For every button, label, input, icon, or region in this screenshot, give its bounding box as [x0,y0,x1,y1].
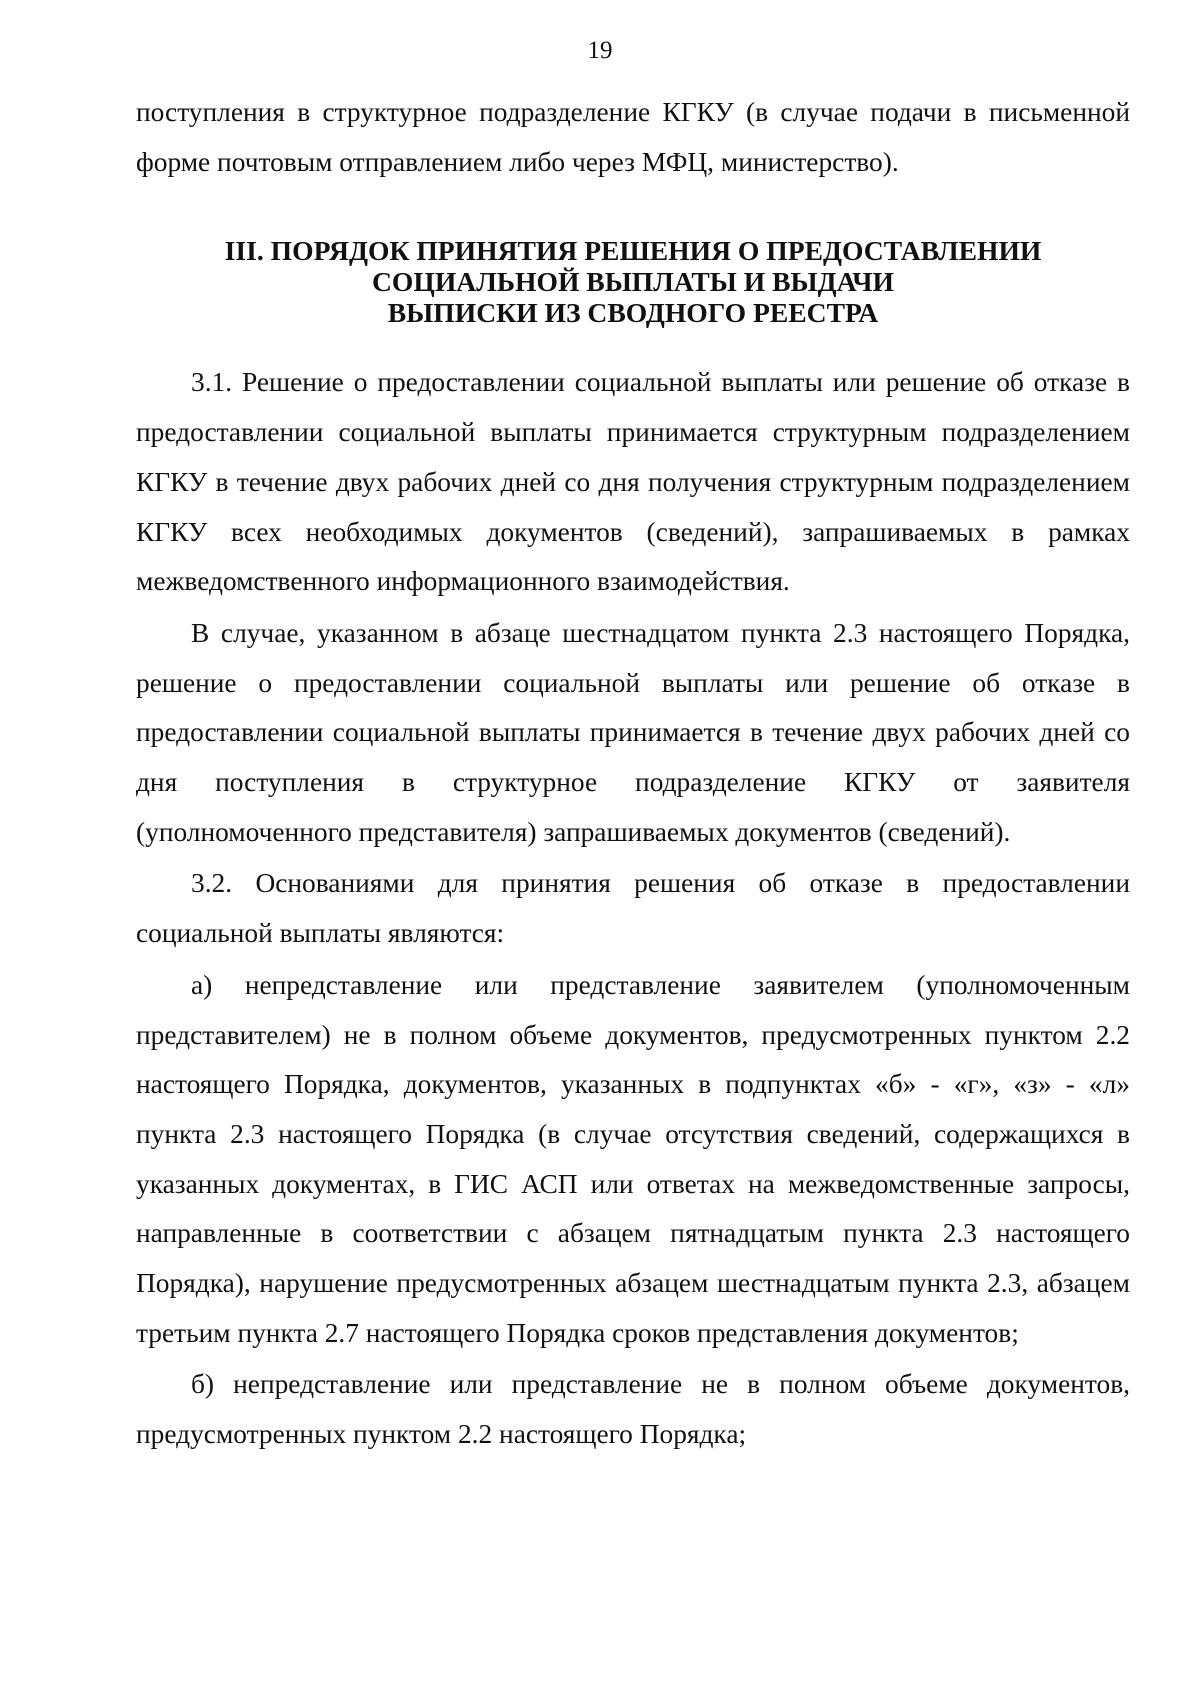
section-heading-line-3: ВЫПИСКИ ИЗ СВОДНОГО РЕЕСТРА [387,297,879,329]
paragraph-3-2-b: б) непредставление или представление не в полном объеме документов, предусмотренных пунктом 2.2 настоящего Порядка; [136,1369,1130,1450]
paragraph-3-2-a: а) непредставление или представление заявителем (уполномоченным представителем) не в полном объеме документов, предусмотренных пунктом 2.2 настоящего Порядка, документов, указанных в подпунктах «б» - «г», «з» - «л» пункта 2.3 настоящего Порядка (в случае отсутствия сведений, содержащихся в указанных документах, в ГИС АСП или ответах на межведомственные запросы, направленные в соответствии с абзацем пятнадцатым пункта 2.3 настоящего Порядка), нарушение предусмотренных абзацем шестнадцатым пункта 2.3, абзацем третьим пункта 2.7 настоящего Порядка сроков представления документов; [136,969,1130,1348]
paragraph-3-1: 3.1. Решение о предоставлении социальной выплаты или решение об отказе в предоставлении социальной выплаты принимается структурным подразделением КГКУ в течение двух рабочих дней со дня получения структурным подразделением КГКУ всех необходимых документов (сведений), запрашиваемых в рамках межведомственного информационного взаимодействия. [136,367,1130,597]
paragraph-3-1-case: В случае, указанном в абзаце шестнадцатом пункта 2.3 настоящего Порядка, решение о предоставлении социальной выплаты или решение об отказе в предоставлении социальной выплаты принимается в течение двух рабочих дней со дня поступления в структурное подразделение КГКУ от заявителя (уполномоченного представителя) запрашиваемых документов (сведений). [136,617,1130,847]
page-number: 19 [587,37,613,64]
paragraph-3-2: 3.2. Основаниями для принятия решения об отказе в предоставлении социальной выплаты являются: [136,868,1130,949]
section-heading-line-1: III. ПОРЯДОК ПРИНЯТИЯ РЕШЕНИЯ О ПРЕДОСТАВЛЕНИИ [224,235,1042,267]
section-heading-line-2: СОЦИАЛЬНОЙ ВЫПЛАТЫ И ВЫДАЧИ [371,266,895,298]
section-heading [136,235,1130,328]
document-body [136,88,1130,1460]
intro-paragraph: поступления в структурное подразделение КГКУ (в случае подачи в письменной форме почтовым отправлением либо через МФЦ, министерство). [136,97,1130,177]
